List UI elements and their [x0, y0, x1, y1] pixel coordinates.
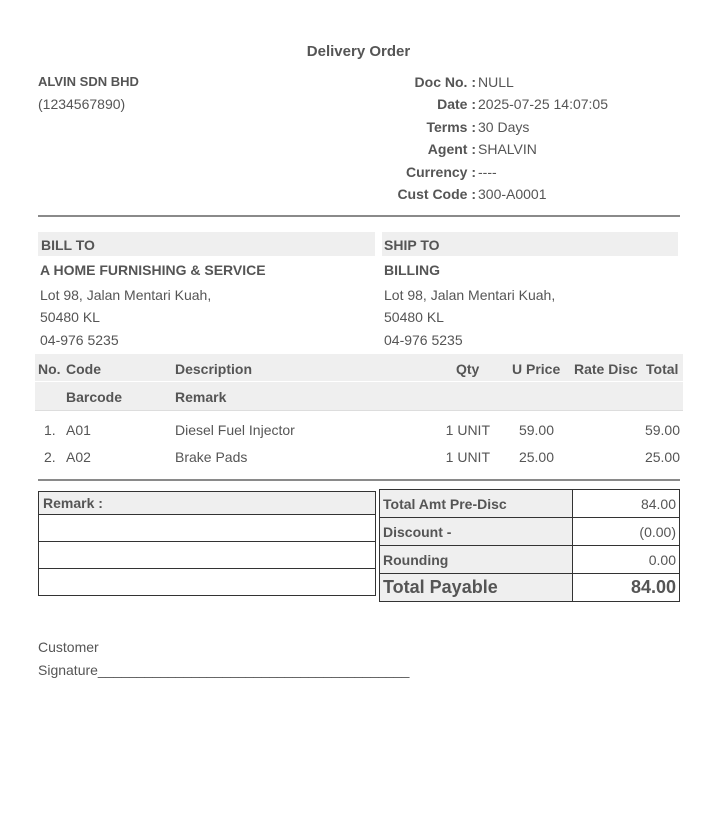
doc-no-label: Doc No. :: [414, 74, 476, 90]
row-no: 2.: [44, 449, 56, 465]
col-no: No.: [38, 361, 61, 377]
terms-label: Terms :: [426, 119, 476, 135]
row-total: 59.00: [644, 422, 680, 438]
header-row-divider: [35, 381, 683, 382]
ship-to-header: SHIP TO: [384, 237, 440, 253]
rounding-label: Rounding: [380, 546, 573, 574]
agent-label: Agent :: [427, 141, 476, 157]
col-code: Code: [66, 361, 101, 377]
row-no: 1.: [44, 422, 56, 438]
ship-to-name: BILLING: [384, 262, 440, 278]
cust-code-value: 300-A0001: [478, 186, 547, 202]
company-name: ALVIN SDN BHD: [38, 74, 139, 89]
col-u-price: U Price: [512, 361, 561, 377]
row-u-price: 25.00: [518, 449, 554, 465]
total-pre-disc-label: Total Amt Pre-Disc: [380, 490, 573, 518]
agent-value: SHALVIN: [478, 141, 537, 157]
totals-table: [379, 489, 680, 602]
document-title: Delivery Order: [306, 43, 411, 60]
discount-label: Discount -: [380, 518, 573, 546]
signature-line: Signature________________________________________: [38, 662, 410, 678]
col-remark: Remark: [175, 389, 227, 405]
row-code: A01: [66, 422, 91, 438]
total-payable-label: Total Payable: [380, 574, 573, 602]
col-description: Description: [175, 361, 253, 377]
ship-to-address2: 50480 KL: [384, 309, 444, 325]
ship-to-address1: Lot 98, Jalan Mentari Kuah,: [384, 287, 556, 303]
total-payable-value: 84.00: [573, 574, 680, 602]
row-qty: 1 UNIT: [445, 422, 490, 438]
bill-to-header: BILL TO: [41, 237, 95, 253]
signature-caption: Customer: [38, 639, 99, 655]
currency-value: ----: [478, 164, 497, 180]
remark-box: [38, 491, 376, 596]
row-description: Brake Pads: [175, 449, 248, 465]
row-code: A02: [66, 449, 91, 465]
discount-value: (0.00): [573, 518, 680, 546]
bill-to-phone: 04-976 5235: [40, 332, 119, 348]
date-label: Date :: [437, 96, 476, 112]
bill-to-address2: 50480 KL: [40, 309, 100, 325]
bill-to-name: A HOME FURNISHING & SERVICE: [40, 262, 266, 278]
row-total: 25.00: [644, 449, 680, 465]
col-qty: Qty: [456, 361, 480, 377]
remark-label: Remark :: [39, 492, 375, 514]
currency-label: Currency :: [405, 164, 476, 180]
cust-code-label: Cust Code :: [397, 186, 476, 202]
col-total: Total: [646, 361, 679, 377]
doc-no-value: NULL: [478, 74, 514, 90]
col-rate-disc: Rate Disc: [574, 361, 638, 377]
terms-value: 30 Days: [478, 119, 530, 135]
col-barcode: Barcode: [66, 389, 123, 405]
company-reg-no: (1234567890): [38, 96, 126, 112]
remark-line: [39, 568, 375, 595]
row-description: Diesel Fuel Injector: [175, 422, 295, 438]
divider: [38, 215, 680, 217]
remark-line: [39, 541, 375, 568]
ship-to-phone: 04-976 5235: [384, 332, 463, 348]
row-u-price: 59.00: [518, 422, 554, 438]
bill-to-address1: Lot 98, Jalan Mentari Kuah,: [40, 287, 212, 303]
divider: [38, 479, 680, 481]
date-value: 2025-07-25 14:07:05: [478, 96, 608, 112]
rounding-value: 0.00: [573, 546, 680, 574]
remark-line: [39, 514, 375, 541]
total-pre-disc-value: 84.00: [573, 490, 680, 518]
row-qty: 1 UNIT: [445, 449, 490, 465]
